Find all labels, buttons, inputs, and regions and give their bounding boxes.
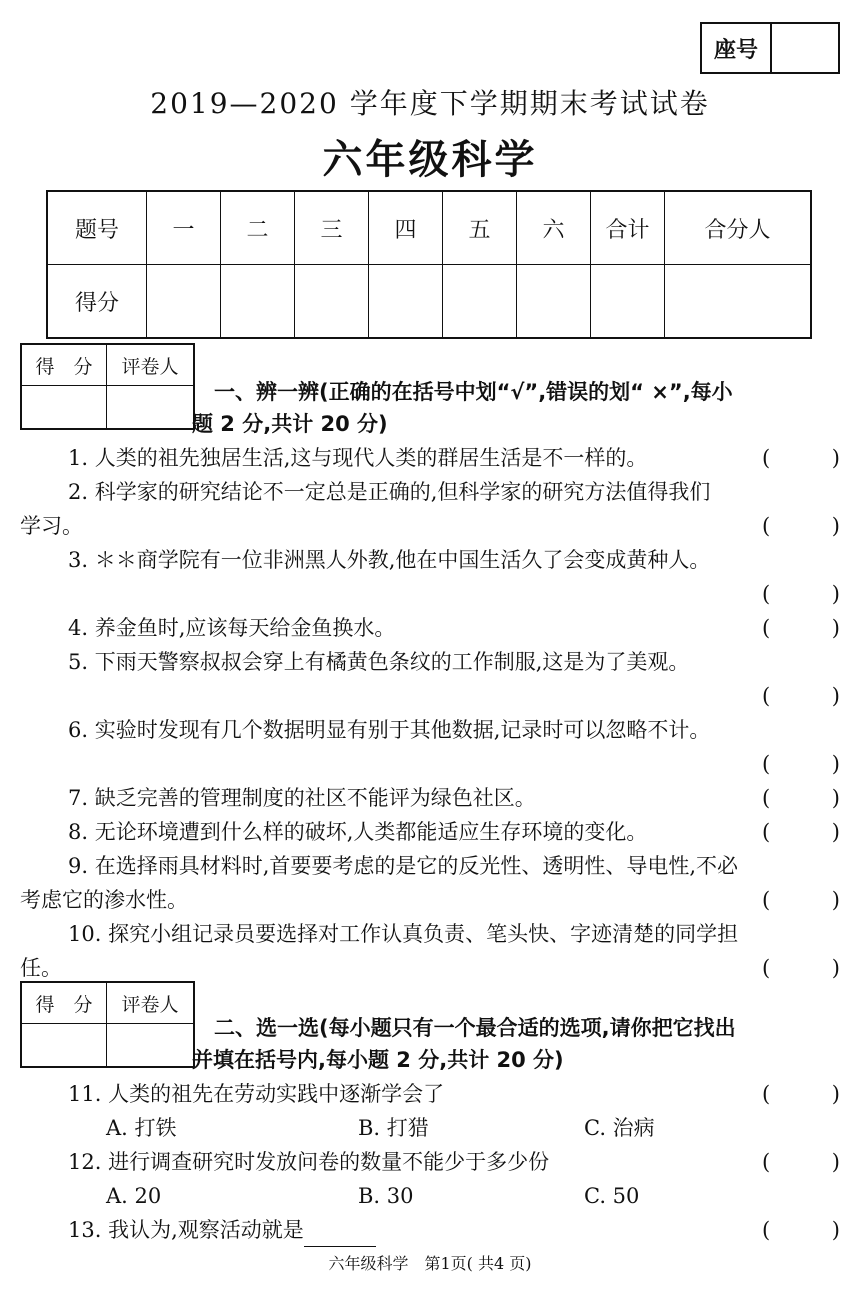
paren-open: ( xyxy=(762,1150,771,1174)
q12-option-b: B. 30 xyxy=(358,1184,414,1208)
score-table-cell: 合分人 xyxy=(665,191,812,265)
paren-open: ( xyxy=(762,582,771,606)
score-summary-table xyxy=(46,190,812,339)
seat-number-field xyxy=(772,24,838,72)
paren-close: ) xyxy=(831,1218,840,1242)
grader-score-cell xyxy=(21,386,107,430)
paren-open: ( xyxy=(762,616,771,640)
question-10-cont: 任。 xyxy=(20,956,62,980)
score-table-cell: 合计 xyxy=(591,191,665,265)
grader-score-cell xyxy=(21,1024,107,1068)
question-11: 11. 人类的祖先在劳动实践中逐渐学会了 xyxy=(68,1082,445,1106)
score-row-label: 得分 xyxy=(47,265,147,339)
question-13 xyxy=(68,1213,376,1247)
score-table-header-row xyxy=(47,191,811,265)
grader-reviewer-cell xyxy=(107,1024,195,1068)
score-input-cell xyxy=(443,265,517,339)
question-9-cont: 考虑它的渗水性。 xyxy=(20,888,188,912)
answer-paren xyxy=(762,781,840,815)
paren-close: ) xyxy=(831,888,840,912)
score-input-cell xyxy=(147,265,221,339)
question-3: 3. ＊＊商学院有一位非洲黑人外教,他在中国生活久了会变成黄种人。 xyxy=(68,548,711,572)
grader-score-label: 得 分 xyxy=(21,982,107,1024)
paren-close: ) xyxy=(831,616,840,640)
page-footer: 六年级科学 第1页( 共4 页) xyxy=(328,1254,532,1273)
question-6: 6. 实验时发现有几个数据明显有别于其他数据,记录时可以忽略不计。 xyxy=(68,718,711,742)
score-table-cell: 四 xyxy=(369,191,443,265)
score-table-cell: 三 xyxy=(295,191,369,265)
paren-close: ) xyxy=(831,684,840,708)
paren-open: ( xyxy=(762,820,771,844)
grader-score-label: 得 分 xyxy=(21,344,107,386)
paren-open: ( xyxy=(762,514,771,538)
paren-close: ) xyxy=(831,1082,840,1106)
q11-option-a: A. 打铁 xyxy=(106,1116,177,1140)
score-table-score-row xyxy=(47,265,811,339)
paren-open: ( xyxy=(762,786,771,810)
section2-grader-box xyxy=(20,981,195,1068)
question-5: 5. 下雨天警察叔叔会穿上有橘黄色条纹的工作制服,这是为了美观。 xyxy=(68,650,690,674)
paren-open: ( xyxy=(762,752,771,776)
seat-number-label: 座号 xyxy=(702,24,772,72)
seat-number-box xyxy=(700,22,840,74)
subject-title: 六年级科学 xyxy=(322,137,538,183)
answer-paren xyxy=(762,509,840,543)
exam-title: 2019—2020 学年度下学期期末考试试卷 xyxy=(150,87,710,120)
answer-paren xyxy=(762,883,840,917)
paren-close: ) xyxy=(831,514,840,538)
section1-grader-box xyxy=(20,343,195,430)
paren-open: ( xyxy=(762,1082,771,1106)
question-2-cont: 学习。 xyxy=(20,514,83,538)
fill-in-blank xyxy=(304,1222,376,1247)
answer-paren xyxy=(762,441,840,475)
paren-open: ( xyxy=(762,956,771,980)
paren-open: ( xyxy=(762,1218,771,1242)
answer-paren xyxy=(762,1077,840,1111)
answer-paren xyxy=(762,1145,840,1179)
q11-option-b: B. 打猎 xyxy=(358,1116,429,1140)
score-table-cell: 二 xyxy=(221,191,295,265)
question-4: 4. 养金鱼时,应该每天给金鱼换水。 xyxy=(68,616,396,640)
question-8: 8. 无论环境遭到什么样的破坏,人类都能适应生存环境的变化。 xyxy=(68,820,648,844)
answer-paren xyxy=(762,577,840,611)
question-13-text: 13. 我认为,观察活动就是 xyxy=(68,1218,304,1242)
score-table-cell: 六 xyxy=(517,191,591,265)
question-1: 1. 人类的祖先独居生活,这与现代人类的群居生活是不一样的。 xyxy=(68,446,648,470)
answer-paren xyxy=(762,951,840,985)
paren-close: ) xyxy=(831,786,840,810)
question-10: 10. 探究小组记录员要选择对工作认真负责、笔头快、字迹清楚的同学担 xyxy=(68,922,739,946)
score-table-cell: 题号 xyxy=(47,191,147,265)
paren-close: ) xyxy=(831,446,840,470)
question-7: 7. 缺乏完善的管理制度的社区不能评为绿色社区。 xyxy=(68,786,536,810)
paren-close: ) xyxy=(831,1150,840,1174)
q12-option-c: C. 50 xyxy=(584,1184,640,1208)
grader-reviewer-cell xyxy=(107,386,195,430)
score-input-cell xyxy=(221,265,295,339)
paren-open: ( xyxy=(762,684,771,708)
paren-open: ( xyxy=(762,888,771,912)
paren-close: ) xyxy=(831,820,840,844)
score-input-cell xyxy=(295,265,369,339)
score-input-cell xyxy=(369,265,443,339)
answer-paren xyxy=(762,815,840,849)
question-12: 12. 进行调查研究时发放问卷的数量不能少于多少份 xyxy=(68,1150,550,1174)
paren-close: ) xyxy=(831,956,840,980)
q11-option-c: C. 治病 xyxy=(584,1116,655,1140)
score-input-cell xyxy=(517,265,591,339)
score-input-cell xyxy=(665,265,812,339)
score-table-cell: 一 xyxy=(147,191,221,265)
section1-heading-line1: 一、辨一辨(正确的在括号中划“√”,错误的划“ ×”,每小 xyxy=(214,380,733,404)
score-input-cell xyxy=(591,265,665,339)
paren-open: ( xyxy=(762,446,771,470)
answer-paren xyxy=(762,1213,840,1247)
section2-heading-line1: 二、选一选(每小题只有一个最合适的选项,请你把它找出 xyxy=(214,1016,736,1040)
answer-paren xyxy=(762,747,840,781)
answer-paren xyxy=(762,679,840,713)
score-table-cell: 五 xyxy=(443,191,517,265)
question-9: 9. 在选择雨具材料时,首要要考虑的是它的反光性、透明性、导电性,不必 xyxy=(68,854,739,878)
grader-reviewer-label: 评卷人 xyxy=(107,982,195,1024)
grader-reviewer-label: 评卷人 xyxy=(107,344,195,386)
answer-paren xyxy=(762,611,840,645)
paren-close: ) xyxy=(831,752,840,776)
section2-heading-line2: 并填在括号内,每小题 2 分,共计 20 分) xyxy=(192,1048,564,1072)
question-2: 2. 科学家的研究结论不一定总是正确的,但科学家的研究方法值得我们 xyxy=(68,480,711,504)
q12-option-a: A. 20 xyxy=(106,1184,162,1208)
paren-close: ) xyxy=(831,582,840,606)
section1-heading-line2: 题 2 分,共计 20 分) xyxy=(192,412,388,436)
